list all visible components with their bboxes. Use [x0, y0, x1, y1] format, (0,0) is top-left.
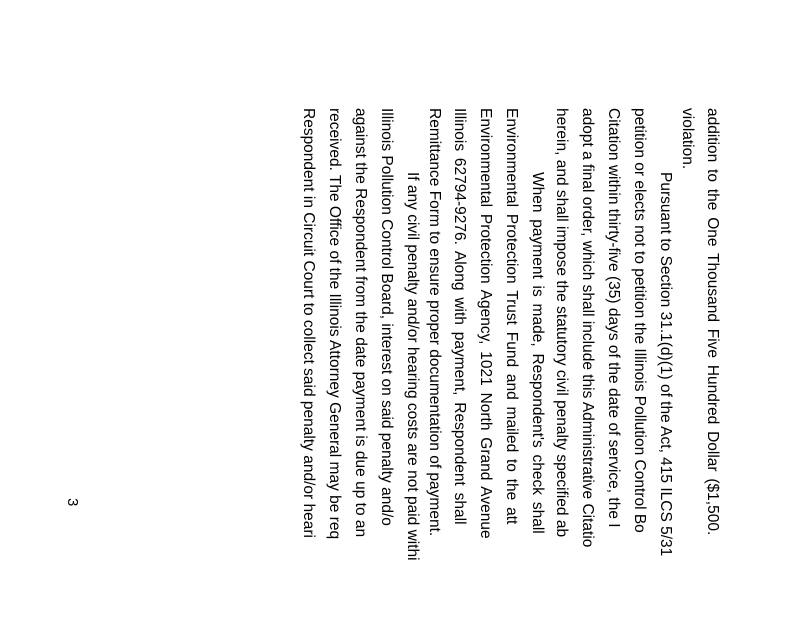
text-line-6: adopt a final order, which shall include this Administrative Citatio	[579, 108, 596, 548]
text-line-11: Illinois 62794-9276. Along with payment, Respondent shall	[451, 108, 468, 525]
text-line-7: herein, and shall impose the statutory civil penalty specified ab	[553, 108, 570, 538]
text-line-13: If any civil penalty and/or hearing costs are not paid withi	[404, 172, 421, 561]
text-line-14: Illinois Pollution Control Board, interest on said penalty and/o	[378, 108, 395, 526]
text-line-5: Citation within thirty-five (35) days of the date of service, the I	[605, 108, 622, 528]
text-line-16: received. The Office of the Illinois Attorney General may be req	[326, 108, 343, 540]
text-line-10: Environmental Protection Agency, 1021 North Grand Avenue	[477, 108, 494, 539]
text-line-15: against the Respondent from the date payment is due up to an	[352, 108, 369, 538]
page-number: 3	[64, 498, 81, 507]
text-line-4: petition or elects not to petition the Illinois Pollution Control Bo	[631, 108, 648, 533]
text-line-12: Remittance Form to ensure proper documentation of payment.	[426, 108, 443, 537]
text-line-9: Environmental Protection Trust Fund and mailed to the att	[503, 108, 520, 525]
text-line-17: Respondent in Circuit Court to collect said penalty and/or heari	[300, 108, 317, 538]
text-line-1: addition to the One Thousand Five Hundred Dollar ($1,500.	[704, 108, 721, 536]
text-line-3: Pursuant to Section 31.1(d)(1) of the Act, 415 ILCS 5/31	[657, 172, 674, 557]
text-line-8: When payment is made, Respondent's check shall	[529, 172, 546, 534]
text-line-2: violation.	[679, 108, 696, 170]
